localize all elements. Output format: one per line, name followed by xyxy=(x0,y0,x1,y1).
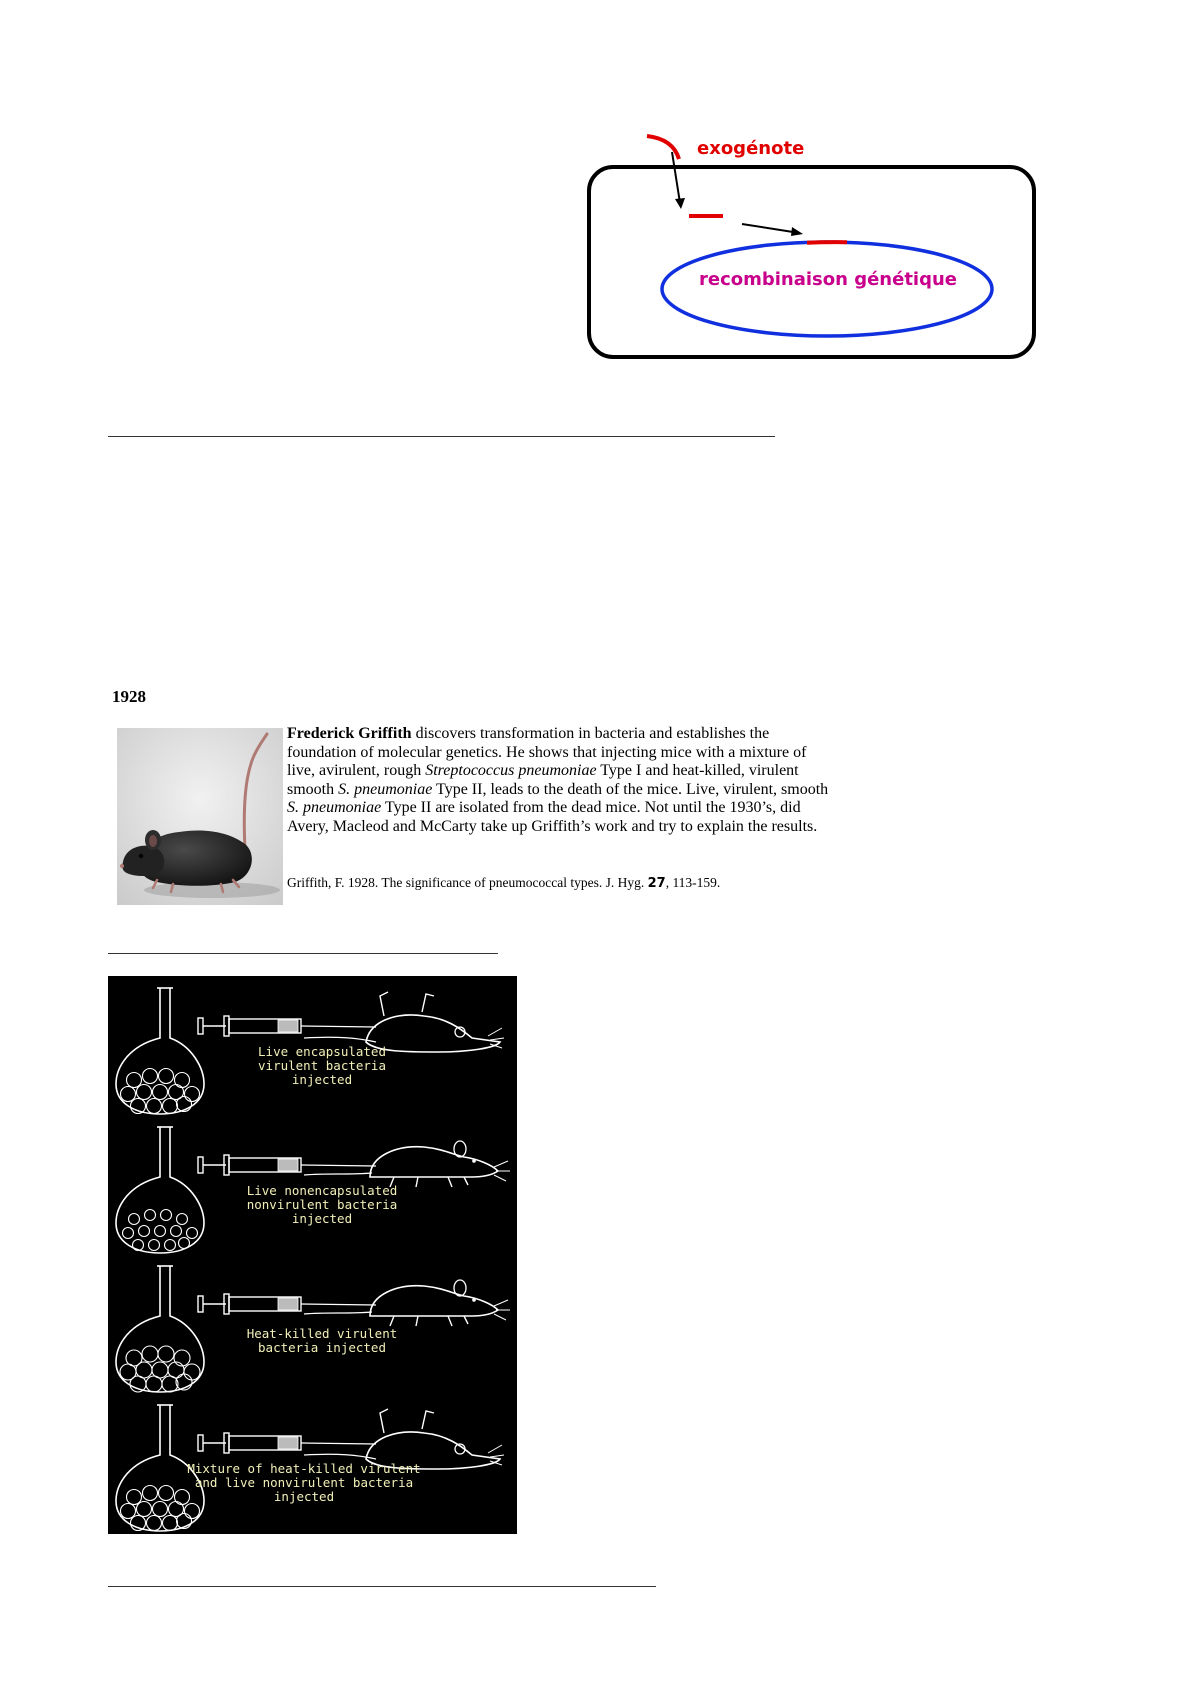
scientist-name: Frederick Griffith xyxy=(287,725,412,742)
bacterium xyxy=(137,1085,152,1100)
bacterial-cell-outline xyxy=(589,167,1034,357)
entry-arrow xyxy=(672,152,680,203)
bacterium xyxy=(139,1226,150,1237)
mouse-tail xyxy=(304,1312,372,1314)
mouse-ear xyxy=(454,1280,466,1296)
mouse-photo xyxy=(117,728,283,905)
syringe-needle xyxy=(301,1026,376,1027)
mouse-tail xyxy=(304,1173,372,1175)
experiment-row xyxy=(116,1127,510,1253)
separator-line xyxy=(108,436,775,437)
bacterium xyxy=(143,1486,158,1501)
flask xyxy=(116,988,204,1114)
bacterium xyxy=(163,1099,178,1114)
bacterium xyxy=(155,1226,166,1237)
experiment-caption: virulent bacteria xyxy=(258,1058,386,1073)
syringe-plunger-cap xyxy=(198,1435,203,1451)
bacterium xyxy=(163,1516,178,1531)
mouse-legs xyxy=(390,1316,468,1326)
integrated-segment xyxy=(807,242,847,243)
live-mouse xyxy=(304,1141,510,1187)
mouse-eye xyxy=(472,1298,476,1302)
species-name: Streptococcus pneumoniae xyxy=(425,762,597,779)
experiment-caption: Mixture of heat-killed virulent xyxy=(187,1461,421,1476)
experiment-caption: Heat-killed virulent xyxy=(246,1326,398,1341)
citation-volume: 27 xyxy=(647,876,666,891)
bacterium xyxy=(147,1516,162,1531)
citation-pages: , 113-159. xyxy=(665,875,721,890)
integration-arrow xyxy=(742,224,793,232)
bacterium xyxy=(145,1210,156,1221)
mouse-whiskers xyxy=(494,1161,510,1181)
bacterium xyxy=(165,1240,176,1251)
mouse-ear xyxy=(454,1141,466,1157)
bacterium xyxy=(159,1486,174,1501)
syringe-contents xyxy=(278,1020,298,1032)
mouse-tail xyxy=(304,1037,376,1042)
description-text: discovers transformation in bacteria and establishes the foundation of molecular genetics. He shows that injecting mice with a mixture of live, avirulent, rough xyxy=(287,725,807,779)
bacterium xyxy=(175,1073,190,1088)
syringe-plunger-cap xyxy=(198,1018,203,1034)
mouse-legs xyxy=(390,1177,468,1187)
mouse-body xyxy=(366,1015,500,1052)
bacterium xyxy=(153,1085,168,1100)
species-name: S. pneumoniae xyxy=(287,799,382,816)
dead-mouse xyxy=(304,1409,504,1469)
citation-text: Griffith, F. 1928. The significance of pneumococcal types. J. Hyg. xyxy=(287,875,648,890)
syringe-contents xyxy=(278,1159,298,1171)
mouse-whiskers xyxy=(494,1300,510,1320)
bacterium xyxy=(137,1502,152,1517)
flask xyxy=(116,1127,204,1253)
dead-mouse xyxy=(304,992,504,1052)
experiment-row xyxy=(116,988,504,1114)
bacterium xyxy=(187,1228,198,1239)
separator-line xyxy=(108,1586,656,1587)
bacterium xyxy=(175,1490,190,1505)
bacteria-cluster xyxy=(121,1069,200,1114)
mouse-legs-up xyxy=(380,992,434,1016)
bacterium xyxy=(153,1502,168,1517)
experiment-caption: and live nonvirulent bacteria xyxy=(194,1475,414,1490)
species-name: S. pneumoniae xyxy=(338,780,433,798)
experiment-caption: injected xyxy=(291,1072,353,1087)
bacterium xyxy=(143,1069,158,1084)
mouse-body xyxy=(370,1147,498,1177)
bacterium xyxy=(130,1376,146,1392)
experiment-caption: injected xyxy=(291,1211,353,1226)
transformation-diagram xyxy=(585,125,1040,365)
mouse-tail xyxy=(304,1454,376,1459)
experiment-row xyxy=(116,1405,504,1531)
syringe-plunger-cap xyxy=(198,1157,203,1173)
bacteria-cluster xyxy=(120,1346,200,1392)
bacterium xyxy=(185,1087,200,1102)
bacterium xyxy=(158,1346,174,1362)
recombination-label: recombinaison génétique xyxy=(698,269,958,290)
bacterium xyxy=(149,1240,160,1251)
bacterium xyxy=(147,1099,162,1114)
bacterium xyxy=(171,1226,182,1237)
citation xyxy=(287,875,847,891)
syringe-contents xyxy=(278,1437,298,1449)
bacterium xyxy=(129,1214,140,1225)
description-text: Type II are isolated from the dead mice. Not until the 1930’s, did Avery, Macleod and McCarty take up Griffith’s work and try to explain the results. xyxy=(287,799,818,835)
bacterium xyxy=(161,1210,172,1221)
description-text: Type II, leads to the death of the mice. Live, virulent, smooth xyxy=(432,780,829,798)
mouse-legs-up xyxy=(380,1409,434,1433)
syringe-needle xyxy=(301,1443,376,1444)
bacterium xyxy=(133,1240,144,1251)
experiment-caption: nonvirulent bacteria xyxy=(246,1197,398,1212)
experiment-caption: injected xyxy=(273,1489,335,1504)
bacterium xyxy=(159,1069,174,1084)
mouse-eye xyxy=(472,1159,476,1163)
experiment-caption: Live encapsulated xyxy=(258,1044,386,1059)
bacterium xyxy=(185,1504,200,1519)
bacterium xyxy=(174,1350,190,1366)
bacterium xyxy=(179,1238,190,1249)
experiment-caption: Live nonencapsulated xyxy=(246,1183,398,1198)
bacterium xyxy=(142,1346,158,1362)
syringe-plunger-cap xyxy=(198,1296,203,1312)
bacterium xyxy=(121,1087,136,1102)
bacteria-cluster xyxy=(121,1486,200,1531)
bacterium xyxy=(177,1214,188,1225)
griffith-experiment-figure xyxy=(108,976,517,1534)
bacterium xyxy=(123,1228,134,1239)
syringe-needle xyxy=(301,1304,376,1305)
griffith-description xyxy=(287,725,837,836)
bacterium xyxy=(121,1504,136,1519)
integration-arrowhead xyxy=(791,227,803,236)
bacteria-cluster xyxy=(123,1210,198,1251)
description-text: Type I and heat-killed, virulent smooth xyxy=(287,762,799,798)
bacterium xyxy=(127,1490,142,1505)
mouse-body xyxy=(370,1286,498,1316)
bacterium xyxy=(162,1376,178,1392)
exogenote-fragment xyxy=(647,136,679,159)
bacterium xyxy=(184,1364,200,1380)
syringe-needle xyxy=(301,1165,376,1166)
exogenote-label: exogénote xyxy=(697,138,805,159)
experiment-caption: bacteria injected xyxy=(258,1340,386,1355)
live-mouse xyxy=(304,1280,510,1326)
year-heading: 1928 xyxy=(112,687,146,706)
entry-arrowhead xyxy=(675,198,685,209)
separator-line xyxy=(108,953,498,954)
bacterium xyxy=(146,1376,162,1392)
flask xyxy=(116,1266,204,1392)
bacterium xyxy=(127,1073,142,1088)
experiment-row xyxy=(116,1266,510,1392)
syringe-contents xyxy=(278,1298,298,1310)
